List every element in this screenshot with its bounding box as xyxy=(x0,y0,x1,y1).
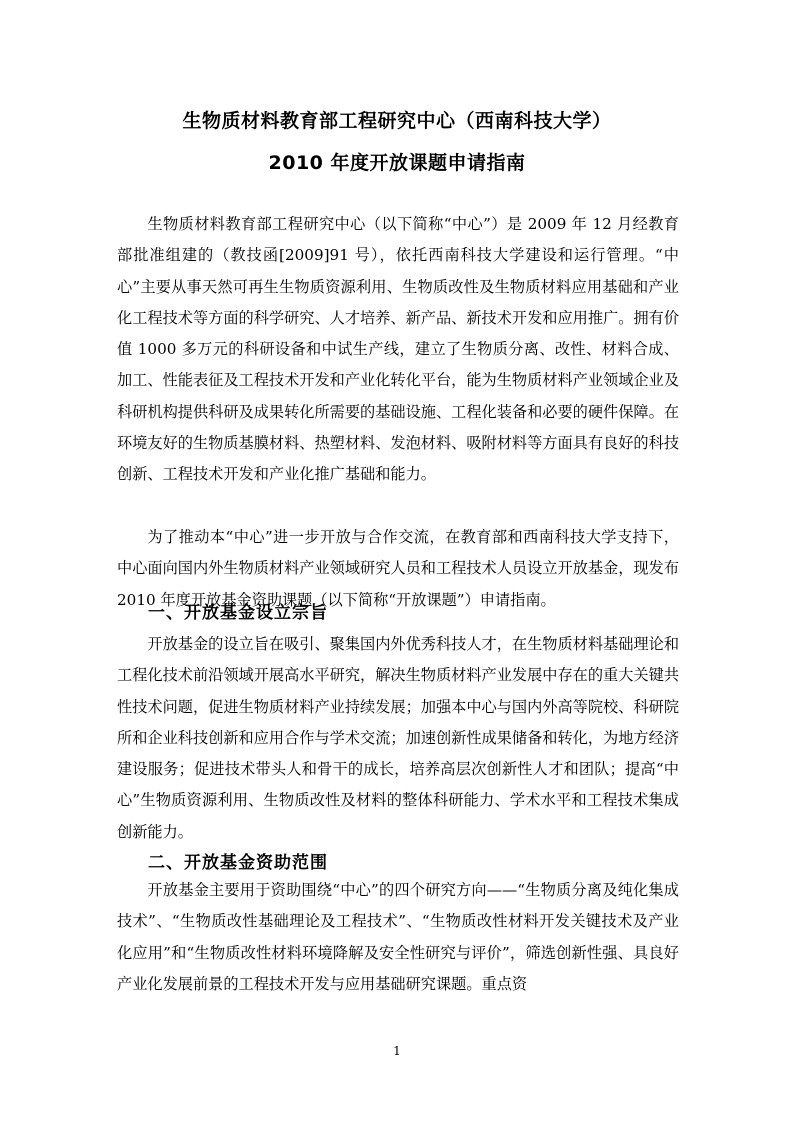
purpose-paragraph: 为了推动本“中心”进一步开放与合作交流，在教育部和西南科技大学支持下，中心面向国内外生物质材料产业领域研究人员和工程技术人员设立开放基金，现发布 2010 年度开放基金资助课题（以下简称“开放课题”）申请指南。 xyxy=(117,528,679,609)
section-1-paragraph: 开放基金的设立旨在吸引、聚集国内外优秀科技人才，在生物质材料基础理论和工程化技术前沿领域开展高水平研究，解决生物质材料产业发展中存在的重大关键共性技术问题，促进生物质材料产业持续发展；加强本中心与国内外高等院校、科研院所和企业科技创新和应用合作与学术交流；加速创新性成果储备和转化，为地方经济建设服务；促进技术带头人和骨干的成长，培养高层次创新性人才和团队；提高“中心”生物质资源利用、生物质改性及材料的整体科研能力、学术水平和工程技术集成创新能力。 xyxy=(117,635,679,841)
section-heading-1: 一、开放基金设立宗旨 xyxy=(148,603,328,623)
page-number: 1 xyxy=(393,1044,401,1058)
section-2-paragraph: 开放基金主要用于资助围绕“中心”的四个研究方向——“生物质分离及纯化集成技术”、“生物质改性基础理论及工程技术”、“生物质改性材料开发关键技术及产业化应用”和“生物质改性材料环境降解及安全性研究与评价”，筛选创新性强、具良好产业化发展前景的工程技术开发与应用基础研究课题。重点资 xyxy=(117,881,679,993)
intro-paragraph: 生物质材料教育部工程研究中心（以下简称“中心”）是 2009 年 12 月经教育部批准组建的（教技函[2009]91 号），依托西南科技大学建设和运行管理。“中心”主要从事天然可再生生物质资源利用、生物质改性及生物质材料应用基础和产业化工程技术等方面的科学研究、人才培养、新产品、新技术开发和应用推广。拥有价值 1000 多万元的科研设备和中试生产线，建立了生物质分离、改性、材料合成、加工、性能表征及工程技术开发和产业化转化平台，能为生物质材料产业领域企业及科研机构提供科研及成果转化所需要的基础设施、工程化装备和必要的硬件保障。在环境友好的生物质基膜材料、热塑材料、发泡材料、吸附材料等方面具有良好的科技创新、工程技术开发和产业化推广基础和能力。 xyxy=(117,215,679,484)
section-heading-2: 二、开放基金资助范围 xyxy=(148,853,328,873)
document-title: 生物质材料教育部工程研究中心（西南科技大学） xyxy=(182,110,612,132)
document-subtitle: 2010 年度开放课题申请指南 xyxy=(268,152,526,174)
